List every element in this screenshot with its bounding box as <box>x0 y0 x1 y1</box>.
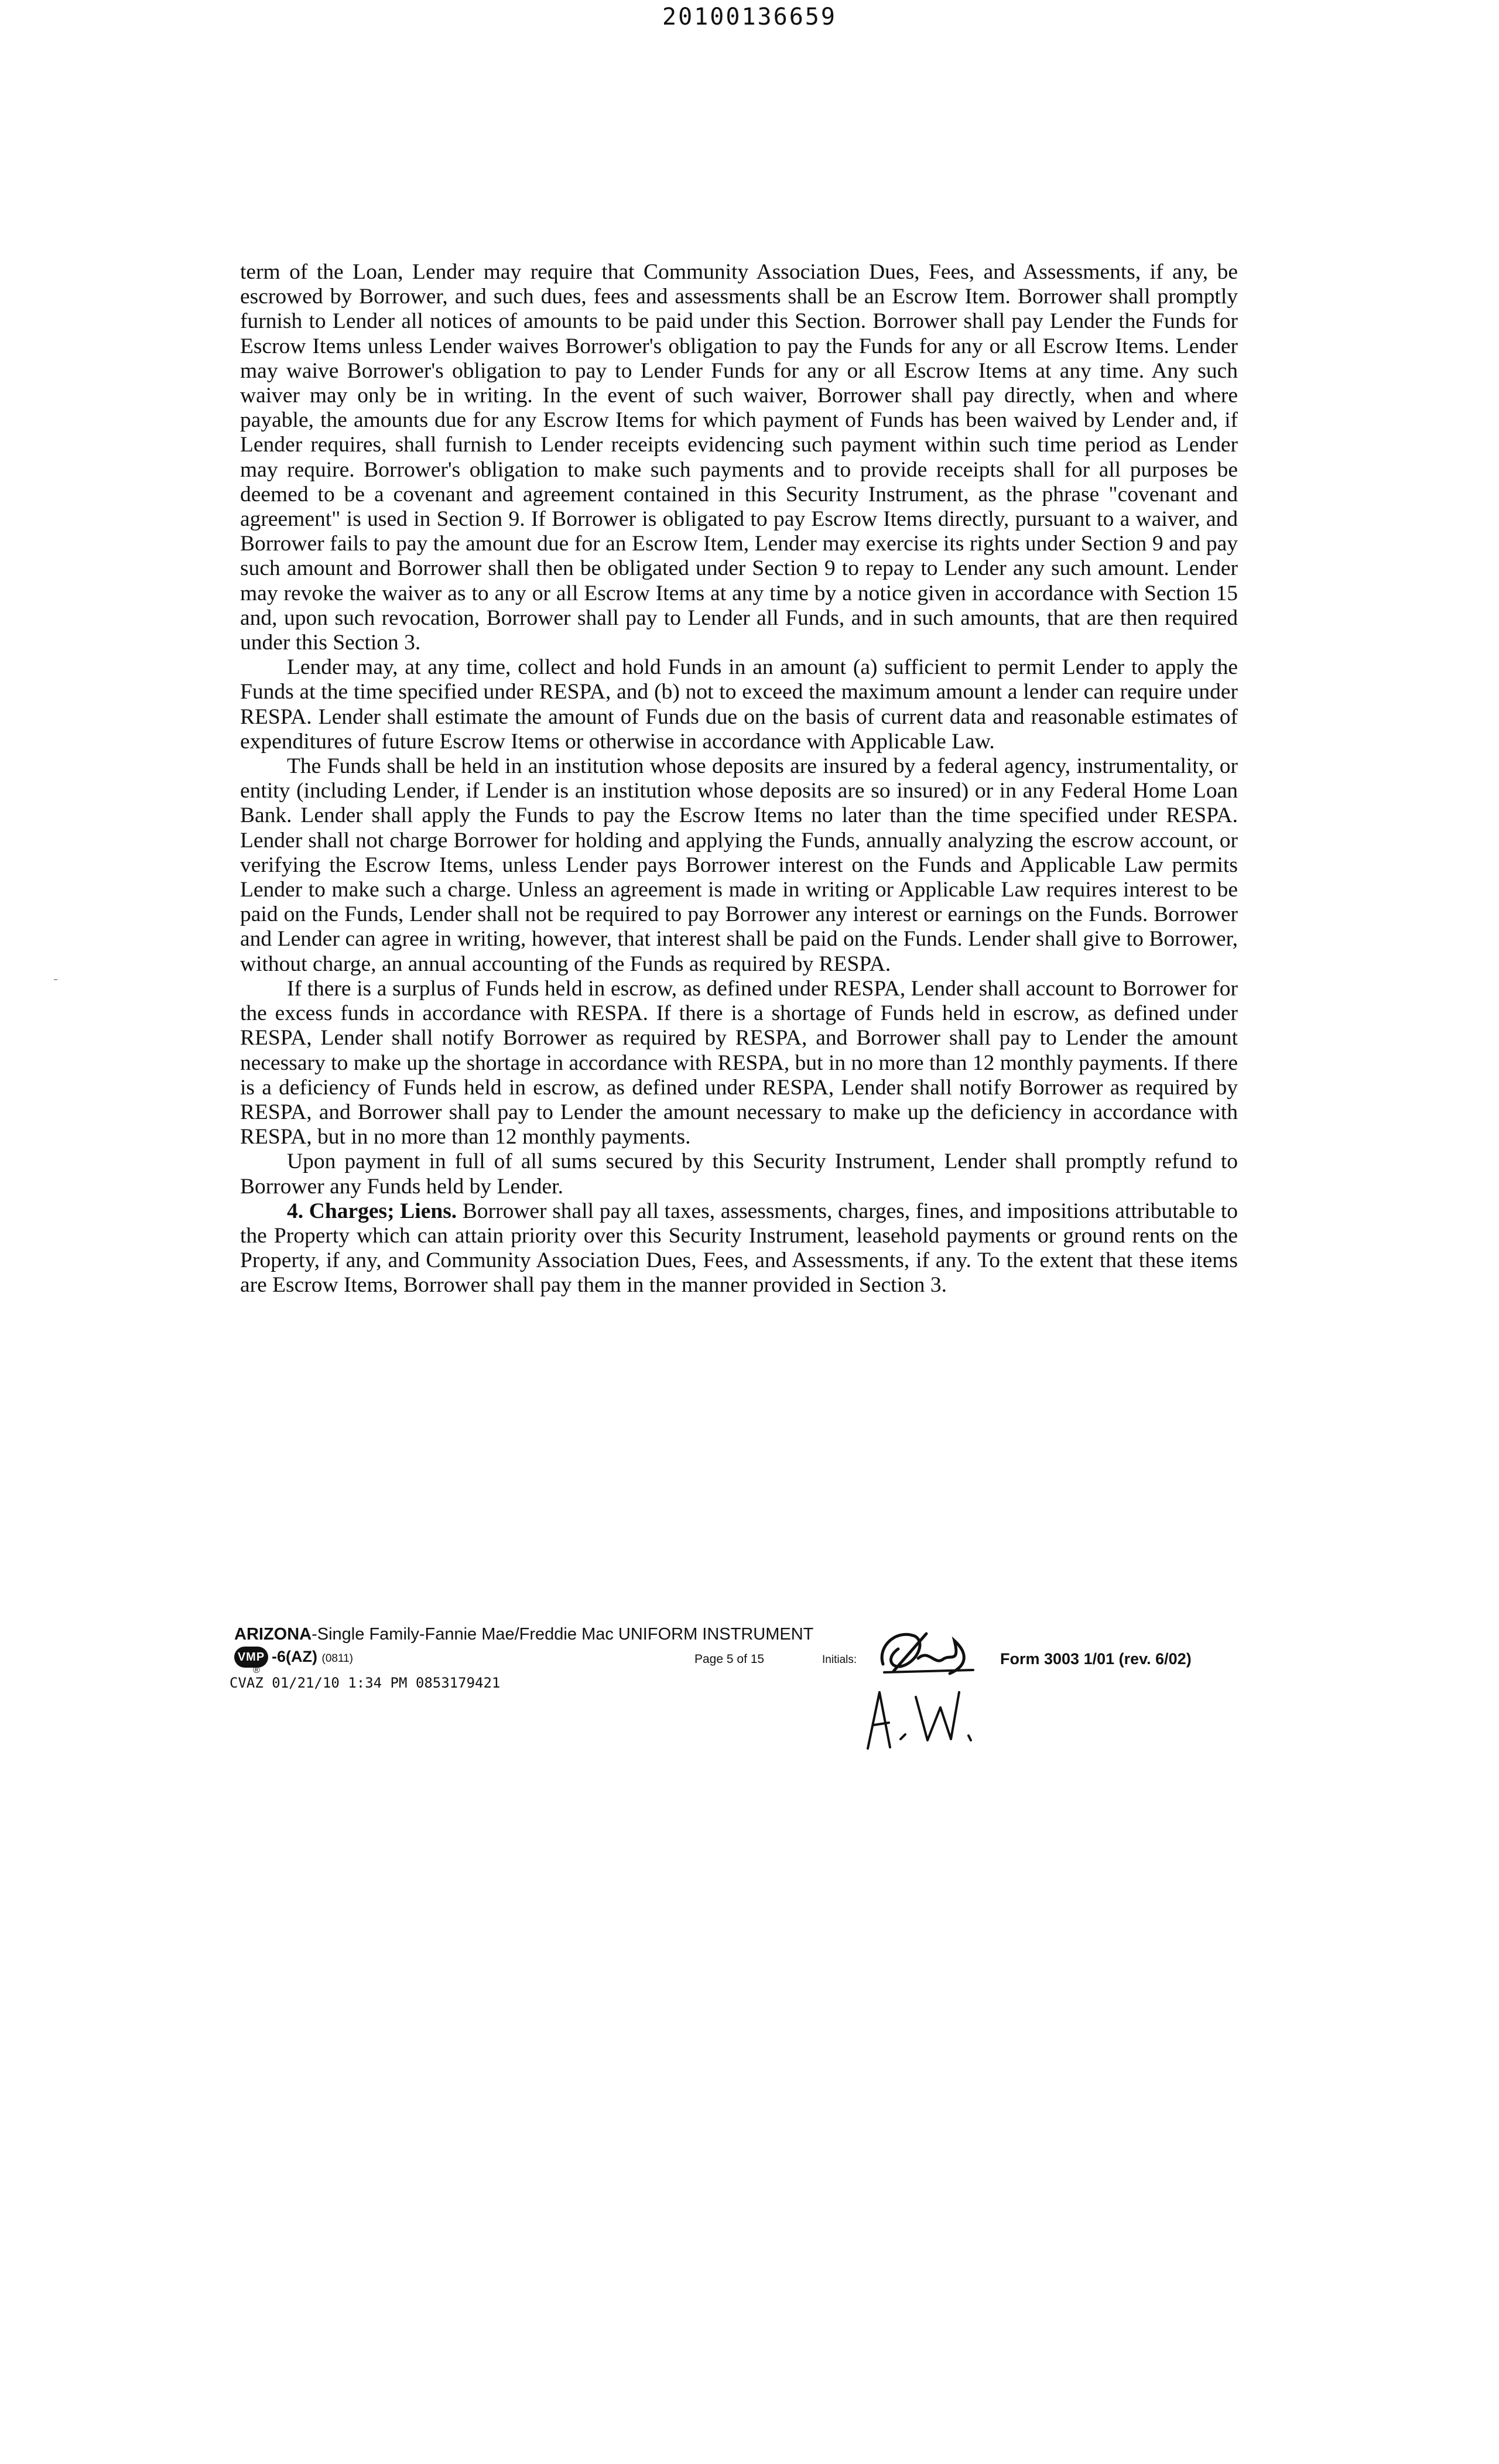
document-body <box>240 260 1238 1298</box>
section-4-heading: 4. Charges; Liens. <box>287 1199 457 1223</box>
scan-mark <box>54 979 57 980</box>
footer-form-name: -Single Family-Fannie Mae/Freddie Mac UNIFORM INSTRUMENT <box>312 1625 814 1644</box>
recording-number: 20100136659 <box>662 4 837 30</box>
form-code-id: -6(AZ) <box>272 1648 317 1665</box>
paragraph-escrow-waiver: term of the Loan, Lender may require that Community Association Dues, Fees, and Assessments, if any, be escrowed by Borrower, and such dues, fees and assessments shall be an Escrow Item. Borrower shall promptly furnish to Lender all notices of amounts to be paid under this Section. Borrower shall pay Lender the Funds for Escrow Items unless Lender waives Borrower's obligation to pay the Funds for any or all Escrow Items. Lender may waive Borrower's obligation to pay to Lender Funds for any or all Escrow Items at any time. Any such waiver may only be in writing. In the event of such waiver, Borrower shall pay directly, when and where payable, the amounts due for any Escrow Items for which payment of Funds has been waived by Lender and, if Lender requires, shall furnish to Lender receipts evidencing such payment within such time period as Lender may require. Borrower's obligation to make such payments and to provide receipts shall for all purposes be deemed to be a covenant and agreement contained in this Security Instrument, as the phrase "covenant and agreement" is used in Section 9. If Borrower is obligated to pay Escrow Items directly, pursuant to a waiver, and Borrower fails to pay the amount due for an Escrow Item, Lender may exercise its rights under Section 9 and pay such amount and Borrower shall then be obligated under Section 9 to repay to Lender any such amount. Lender may revoke the waiver as to any or all Escrow Items at any time by a notice given in accordance with Section 15 and, upon such revocation, Borrower shall pay to Lender all Funds, and in such amounts, that are then required under this Section 3. <box>240 260 1238 655</box>
paragraph-refund: Upon payment in full of all sums secured by this Security Instrument, Lender shall promptly refund to Borrower any Funds held by Lender. <box>240 1149 1238 1199</box>
paragraph-charges-liens <box>240 1199 1238 1298</box>
form-number: Form 3003 1/01 (rev. 6/02) <box>1000 1650 1192 1668</box>
footer-form-title <box>234 1625 813 1644</box>
handwritten-initials-signature <box>872 1623 978 1676</box>
print-stamp: CVAZ 01/21/10 1:34 PM 0853179421 <box>230 1675 501 1691</box>
footer-row <box>233 1647 1240 1675</box>
initials-label: Initials: <box>822 1654 857 1666</box>
handwritten-aw-signature <box>860 1684 977 1753</box>
paragraph-surplus-shortage: If there is a surplus of Funds held in escrow, as defined under RESPA, Lender shall account to Borrower for the excess funds in accordance with RESPA. If there is a shortage of Funds held in escrow, as defined under RESPA, Lender shall notify Borrower as required by RESPA, and Borrower shall pay to Lender the amount necessary to make up the shortage in accordance with RESPA, but in no more than 12 monthly payments. If there is a deficiency of Funds held in escrow, as defined under RESPA, Lender shall notify Borrower as required by RESPA, and Borrower shall pay to Lender the amount necessary to make up the deficiency in accordance with RESPA, but in no more than 12 monthly payments. <box>240 976 1238 1149</box>
footer-state: ARIZONA <box>234 1625 312 1644</box>
vmp-logo-icon: VMP <box>234 1647 268 1668</box>
form-code-version: (0811) <box>321 1652 354 1665</box>
form-code <box>272 1648 353 1666</box>
registered-mark: ® <box>253 1665 260 1675</box>
section-4-text: Borrower shall pay all taxes, assessments, charges, fines, and impositions attributable to the Property which can attain priority over this Security Instrument, leasehold payments or ground rents on the Property, if any, and Community Association Dues, Fees, and Assessments, if any. To the extent that these items are Escrow Items, Borrower shall pay them in the manner provided in Section 3. <box>240 1199 1238 1298</box>
paragraph-funds-held: The Funds shall be held in an institution whose deposits are insured by a federal agency, instrumentality, or entity (including Lender, if Lender is an institution whose deposits are so insured) or in any Federal Home Loan Bank. Lender shall apply the Funds to pay the Escrow Items no later than the time specified under RESPA. Lender shall not charge Borrower for holding and applying the Funds, annually analyzing the escrow account, or verifying the Escrow Items, unless Lender pays Borrower interest on the Funds and Applicable Law permits Lender to make such a charge. Unless an agreement is made in writing or Applicable Law requires interest to be paid on the Funds, Lender shall not be required to pay Borrower any interest or earnings on the Funds. Borrower and Lender can agree in writing, however, that interest shall be paid on the Funds. Lender shall give to Borrower, without charge, an annual accounting of the Funds as required by RESPA. <box>240 754 1238 976</box>
paragraph-collect-funds: Lender may, at any time, collect and hold Funds in an amount (a) sufficient to permit Lender to apply the Funds at the time specified under RESPA, and (b) not to exceed the maximum amount a lender can require under RESPA. Lender shall estimate the amount of Funds due on the basis of current data and reasonable estimates of expenditures of future Escrow Items or otherwise in accordance with Applicable Law. <box>240 655 1238 754</box>
page-number: Page 5 of 15 <box>694 1652 765 1666</box>
